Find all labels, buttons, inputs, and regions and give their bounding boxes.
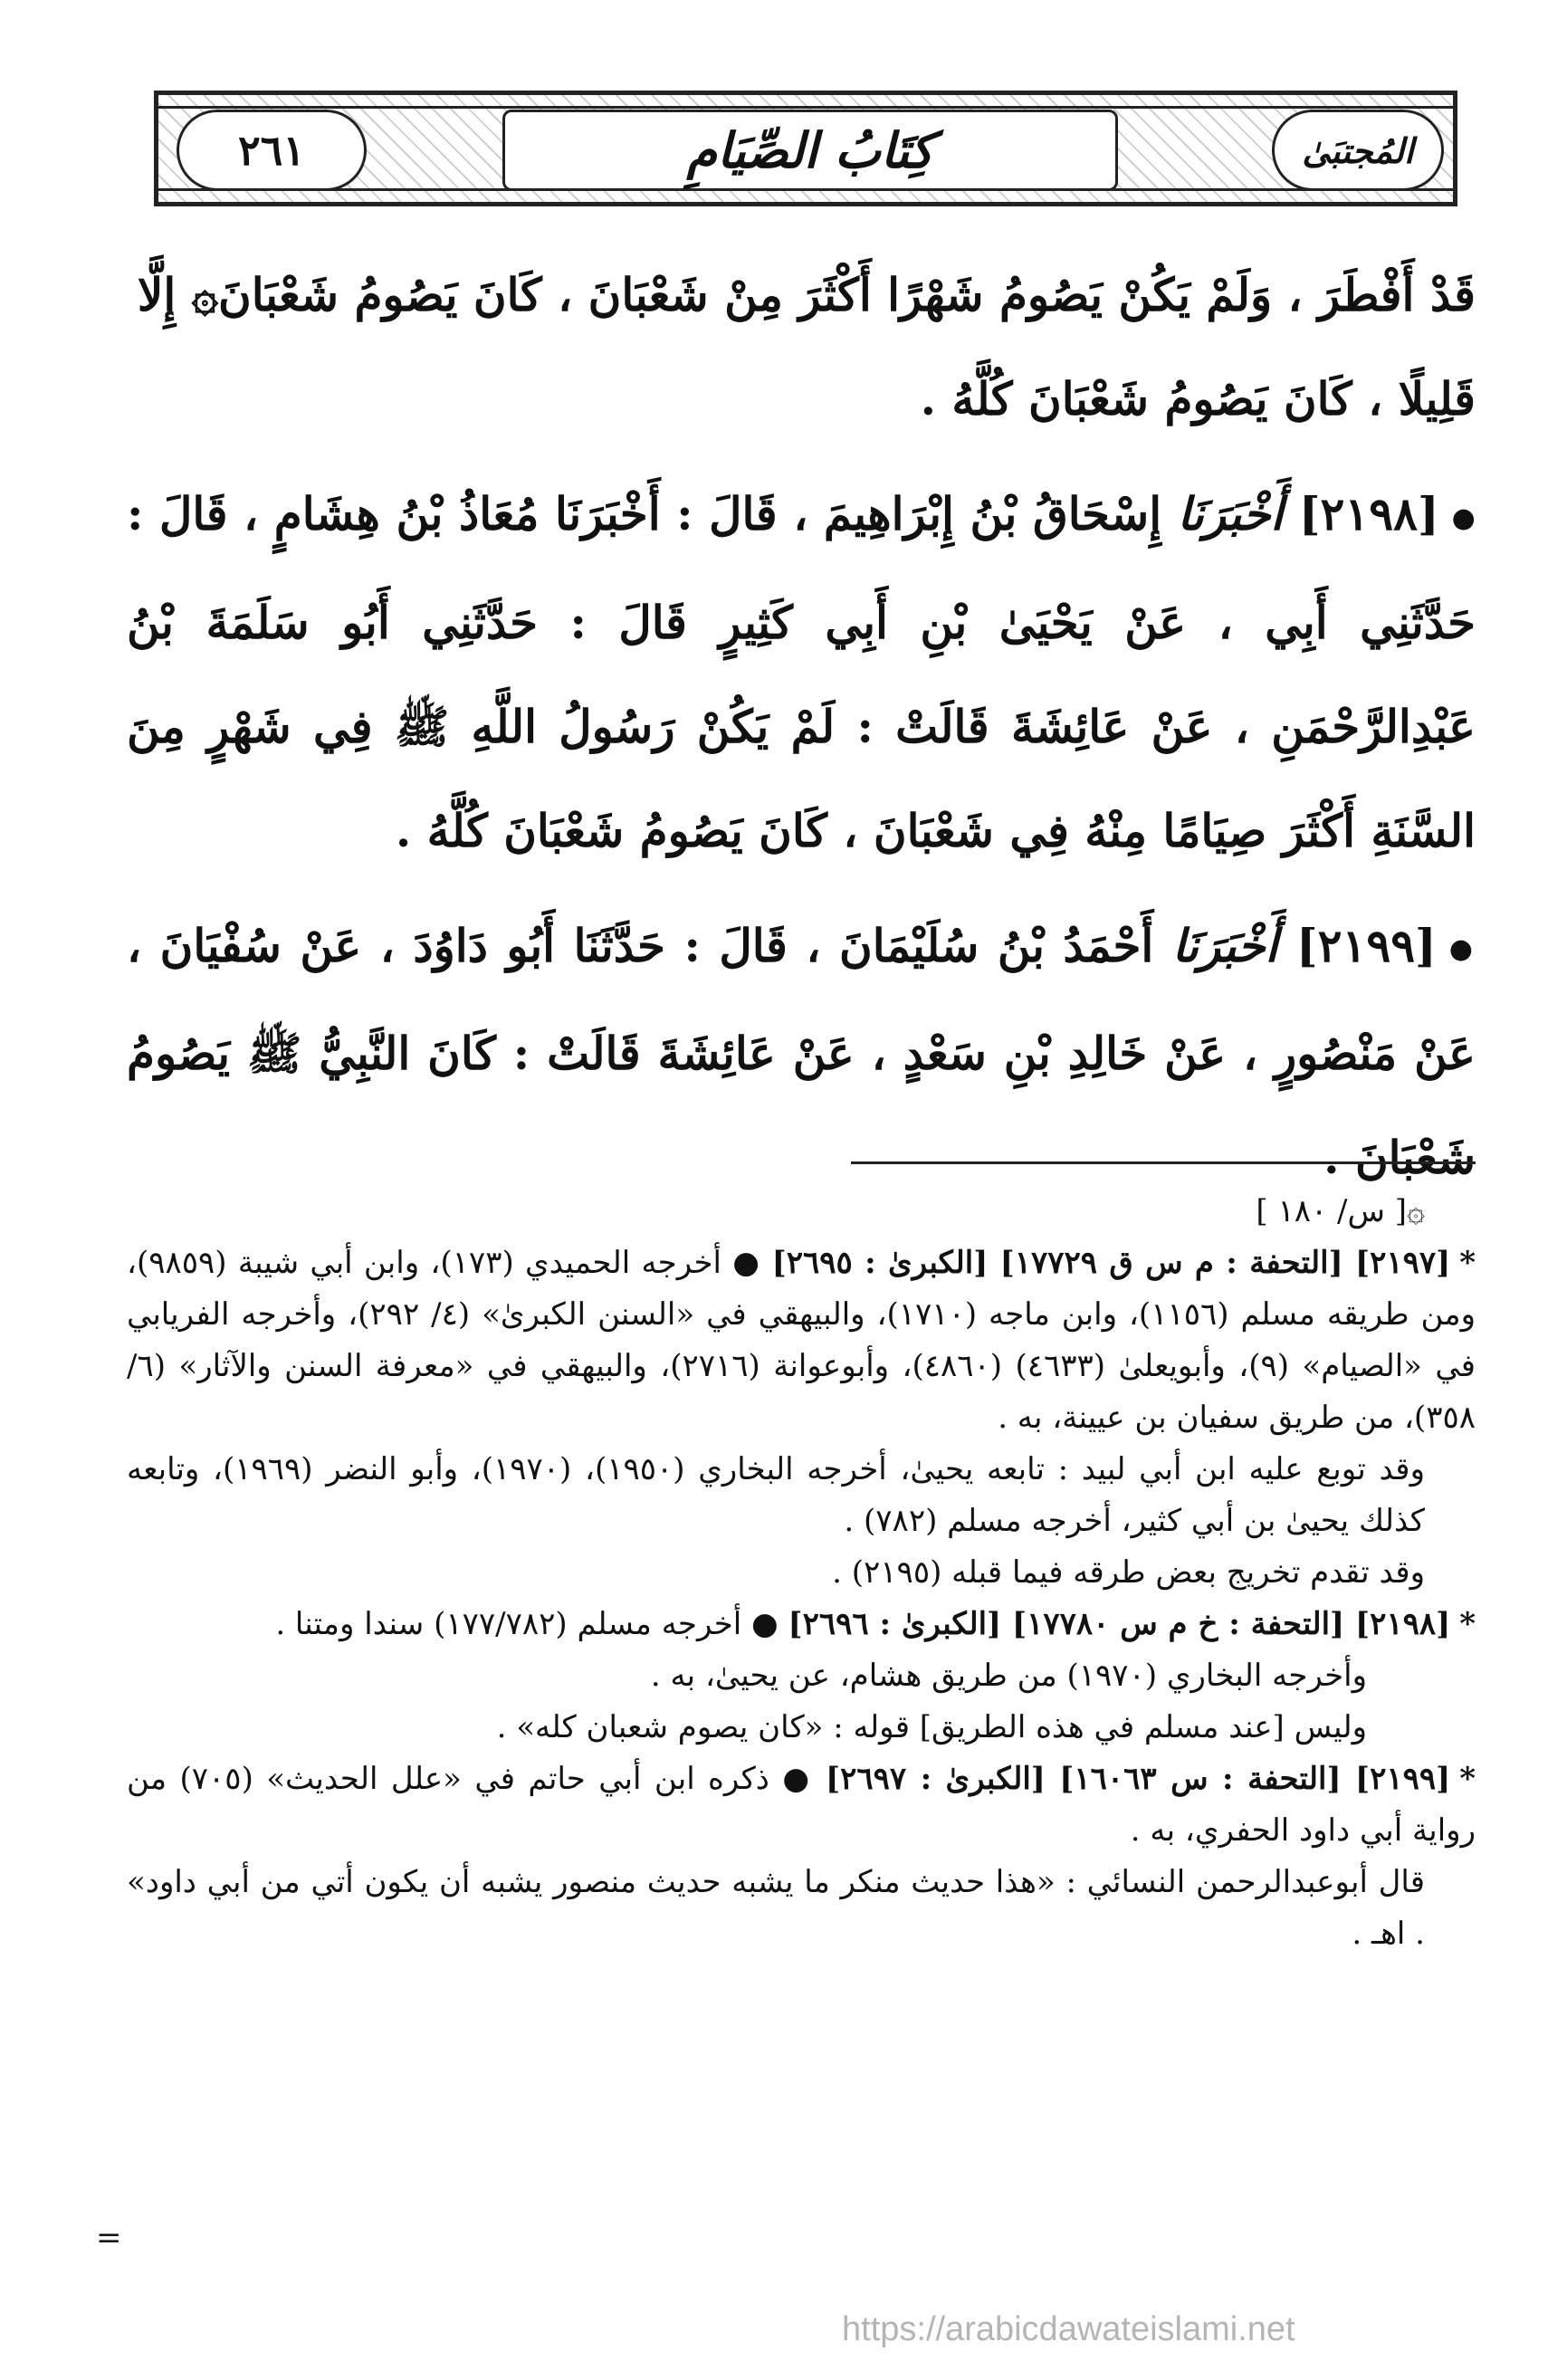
margin-mark: = [96, 2220, 122, 2256]
footnote-paragraph: وقد تقدم تخريج بعض طرقه فيما قبله (٢١٩٥) . [832, 1554, 1425, 1591]
footnote-star: * [1459, 1761, 1476, 1797]
hadith-bullet: ● [1448, 933, 1476, 965]
hadith-number: [٢١٩٨] [1298, 487, 1439, 540]
footnote-2198 [127, 1599, 1476, 1650]
hadith-text: إِسْحَاقُ بْنُ إِبْرَاهِيمَ ، قَالَ : أَخْبَرَنَا مُعَاذُ بْنُ هِشَامٍ ، قَالَ : حَدَّثَنِي أَبِي ، عَنْ يَحْيَىٰ بْنِ أَبِي كَثِيرٍ قَالَ : حَدَّثَنِي أَبُو سَلَمَةَ بْنُ عَبْدِالرَّحْمَنِ ، عَنْ عَائِشَةَ قَالَتْ : لَمْ يَكُنْ رَسُولُ اللَّهِ ﷺ فِي شَهْرٍ مِنَ السَّنَةِ أَكْثَرَ صِيَامًا مِنْهُ فِي شَعْبَانَ ، كَانَ يَصُومُ شَعْبَانَ كُلَّهُ . [127, 487, 1476, 857]
hadith-text: أَحْمَدُ بْنُ سُلَيْمَانَ ، قَالَ : حَدَّثَنَا أَبُو دَاوُدَ ، عَنْ سُفْيَانَ ، عَنْ مَنْصُورٍ ، عَنْ خَالِدِ بْنِ سَعْدٍ ، عَنْ عَائِشَةَ قَالَتْ : كَانَ النَّبِيُّ ﷺ يَصُومُ شَعْبَانَ . [127, 918, 1476, 1184]
watermark-url: https://arabicdawateislami.net [842, 2310, 1295, 2348]
hadith-opening-word: أَخْبَرَنَا [1171, 918, 1278, 972]
footnote-paragraph: وليس [عند مسلم في هذه الطريق] قوله : «كان يصوم شعبان كله» . [496, 1709, 1367, 1745]
chapter-title-cartouche [502, 110, 1118, 191]
footnote-star: * [1459, 1245, 1476, 1281]
main-text [127, 243, 1476, 1209]
page-number: ٢٦١ [237, 126, 306, 175]
footnote-text: ● أخرجه مسلم (١٧٧/٧٨٢) سندا ومتنا . [275, 1606, 779, 1642]
hadith-opening-word: أَخْبَرَنَا [1177, 487, 1284, 540]
book-brand: المُجتبَىٰ [1302, 129, 1414, 171]
chapter-title: كِتَابُ الصِّيَامِ [686, 121, 934, 179]
footnote-tag: [٢١٩٧] [التحفة : م س ق ١٧٧٢٩] [الكبرىٰ : ٢٦٩٥] [771, 1245, 1451, 1281]
continuation-line-2: قَلِيلًا ، كَانَ يَصُومُ شَعْبَانَ كُلَّهُ . [920, 372, 1476, 425]
page-reference-marker: ۞[ س/ ١٨٠ ] [1256, 1193, 1425, 1229]
footnote-paragraph: قال أبوعبدالرحمن النسائي : «هذا حديث منكر ما يشبه حديث منصور يشبه أن يكون أتي من أبي داود» . اهـ . [127, 1864, 1425, 1952]
footnote-2199 [127, 1754, 1476, 1857]
page-header [154, 91, 1457, 206]
hadith-2198 [127, 462, 1476, 883]
footnotes [127, 1186, 1476, 1960]
footnote-star: * [1459, 1606, 1476, 1642]
footnote-paragraph: وأخرجه البخاري (١٩٧٠) من طريق هشام، عن يحيىٰ، به . [650, 1658, 1367, 1694]
hadith-bullet: ● [1451, 502, 1476, 534]
book-brand-cartouche [1272, 110, 1444, 191]
page-number-cartouche [177, 110, 367, 191]
continuation-paragraph [127, 243, 1476, 451]
footnote-paragraph: وقد توبع عليه ابن أبي لبيد : تابعه يحيىٰ، أخرجه البخاري (١٩٥٠)، (١٩٧٠)، وأبو النضر (١٩٦٩)، وتابعه كذلك يحيىٰ بن أبي كثير، أخرجه مسلم (٧٨٢) . [127, 1451, 1425, 1539]
footnote-2197 [127, 1238, 1476, 1444]
footnote-tag: [٢١٩٨] [التحفة : خ م س ١٧٧٨٠] [الكبرىٰ : ٢٦٩٦] [788, 1606, 1451, 1642]
footnote-text: ● أخرجه الحميدي (١٧٣)، وابن أبي شيبة (٩٨٥٩)، ومن طريقه مسلم (١١٥٦)، وابن ماجه (١٧١٠)، والبيهقي في «السنن الكبرىٰ» (٤/ ٢٩٢)، وأخرجه الفريابي في «الصيام» (٩)، وأبويعلىٰ (٤٦٣٣) (٤٨٦٠)، وأبوعوانة (٢٧١٦)، والبيهقي في «معرفة السنن والآثار» (٦/ ٣٥٨)، من طريق سفيان بن عيينة، به . [127, 1245, 1476, 1436]
hadith-number: [٢١٩٩] [1295, 918, 1437, 972]
footnote-text: ● ذكره ابن أبي حاتم في «علل الحديث» (٧٠٥) من رواية أبي داود الحفري، به . [127, 1761, 1476, 1849]
footnote-separator [851, 1161, 1476, 1164]
footnote-tag: [٢١٩٩] [التحفة : س ١٦٠٦٣] [الكبرىٰ : ٢٦٩٧] [826, 1761, 1451, 1797]
continuation-line-1: قَدْ أَفْطَرَ ، وَلَمْ يَكُنْ يَصُومُ شَهْرًا أَكْثَرَ مِنْ شَعْبَانَ ، كَانَ يَصُومُ شَعْبَانَ۞ إِلَّا [137, 268, 1476, 321]
